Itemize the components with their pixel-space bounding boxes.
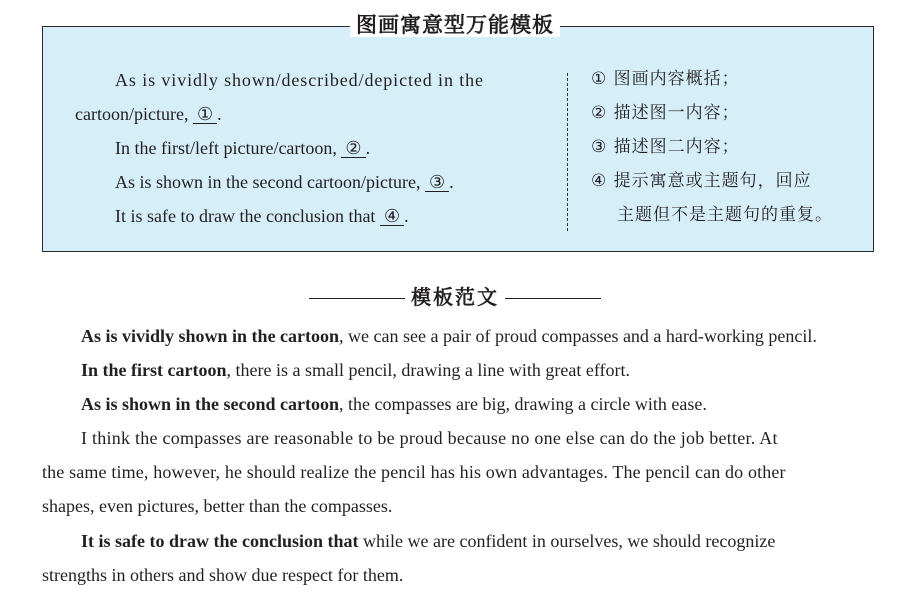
blank-marker-3: ③ xyxy=(425,173,449,192)
essay-text: shapes, even pictures, better than the compasses. xyxy=(42,496,393,516)
blank-marker-1: ① xyxy=(193,105,217,124)
template-line-punct: . xyxy=(217,104,222,124)
essay-bold-phrase: As is vividly shown in the cartoon xyxy=(81,326,340,346)
blank-marker-4: ④ xyxy=(380,207,404,226)
heading-rule-left xyxy=(309,298,405,299)
note-4: ④ 提示寓意或主题句，回应 xyxy=(591,171,812,191)
template-line-text: In the first/left picture/cartoon, xyxy=(115,138,342,158)
template-line-punct: . xyxy=(449,172,454,192)
blank-marker-2: ② xyxy=(341,139,365,158)
essay-bold-phrase: In the first cartoon xyxy=(81,360,227,380)
template-line-punct: . xyxy=(365,138,371,158)
essay-text: while we are confident in ourselves, we should recognize xyxy=(358,531,776,551)
template-line-1 xyxy=(115,69,565,91)
note-1: ① 图画内容概括； xyxy=(591,69,740,89)
essay-line-5 xyxy=(42,460,786,484)
essay-line-7 xyxy=(81,529,775,553)
template-line-2 xyxy=(75,103,222,125)
template-line-3 xyxy=(115,137,370,159)
template-line-text: As is shown in the second cartoon/picture, xyxy=(115,172,425,192)
template-box xyxy=(42,26,874,252)
sample-heading xyxy=(0,283,910,311)
essay-text: strengths in others and show due respect for them. xyxy=(42,565,404,585)
template-line-punct: . xyxy=(404,206,409,226)
template-title: 图画寓意型万能模板 xyxy=(0,10,910,40)
essay-text: , the compasses are big, drawing a circle with ease. xyxy=(339,394,707,414)
essay-text: , we can see a pair of proud compasses and a hard-working pencil. xyxy=(339,326,817,346)
essay-line-6 xyxy=(42,494,392,518)
template-line-4 xyxy=(115,171,454,193)
heading-rule-right xyxy=(505,298,601,299)
essay-text: I think the compasses are reasonable to be proud because no one else can do the job better. At xyxy=(81,428,778,448)
essay-line-2 xyxy=(81,358,630,382)
note-2: ② 描述图一内容； xyxy=(591,103,740,123)
essay-line-1 xyxy=(81,324,817,348)
essay-line-4 xyxy=(81,426,778,450)
essay-text: the same time, however, he should realize the pencil has his own advantages. The pencil can do other xyxy=(42,462,786,482)
template-line-text: As is vividly shown/described/depicted in the xyxy=(115,70,484,90)
note-4-continued: 主题但不是主题句的重复。 xyxy=(617,205,833,225)
template-line-text: It is safe to draw the conclusion that xyxy=(115,206,380,226)
note-3: ③ 描述图二内容； xyxy=(591,137,740,157)
template-line-text: cartoon/picture, xyxy=(75,104,193,124)
template-line-5 xyxy=(115,205,409,227)
essay-bold-phrase: As is shown in the second cartoon xyxy=(81,394,340,414)
essay-line-3 xyxy=(81,392,707,416)
sample-heading-text: 模板范文 xyxy=(411,285,499,309)
dashed-divider xyxy=(567,73,568,231)
essay-bold-phrase: It is safe to draw the conclusion that xyxy=(81,531,359,551)
essay-text: , there is a small pencil, drawing a line with great effort. xyxy=(226,360,631,380)
essay-line-8 xyxy=(42,563,403,587)
